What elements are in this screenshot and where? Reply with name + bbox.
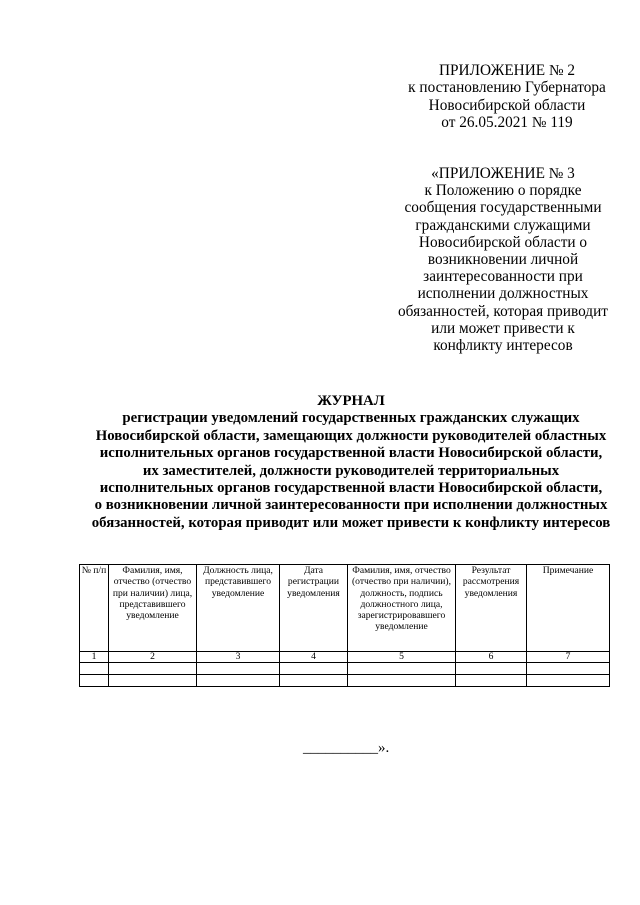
column-number: 5 <box>348 652 456 663</box>
column-header-registration-date: Дата регистрации уведомления <box>280 565 348 652</box>
appendix-line: ПРИЛОЖЕНИЕ № 2 <box>438 62 576 79</box>
title-line: обязанностей, которая приводит или может привести к конфликту интересов <box>91 514 611 531</box>
table-cell <box>280 663 348 675</box>
nested-appendix-header <box>392 165 614 354</box>
table-cell <box>527 663 610 675</box>
title-line: регистрации уведомлений государственных гражданских служащих <box>122 410 580 427</box>
table-cell <box>280 675 348 687</box>
column-number-row <box>80 652 610 663</box>
column-header-position: Должность лица, представившего уведомление <box>197 565 280 652</box>
column-header-registrar: Фамилия, имя, отчество (отчество при наличии), должность, подпись должностного лица, зарегистрировавшего уведомление <box>348 565 456 652</box>
appendix-line: от 26.05.2021 № 119 <box>441 113 573 131</box>
appendix-header <box>400 62 614 131</box>
title-line: Новосибирской области, замещающих должности руководителей областных <box>95 427 607 444</box>
table-cell <box>456 675 527 687</box>
appendix-line: исполнении должностных <box>417 285 589 303</box>
table-cell <box>109 675 197 687</box>
column-header-note: Примечание <box>527 565 610 652</box>
table-row <box>80 663 610 675</box>
appendix-line: заинтересованности при <box>423 268 583 286</box>
column-number: 6 <box>456 652 527 663</box>
table-cell <box>348 663 456 675</box>
table-cell <box>527 675 610 687</box>
table-cell <box>80 675 109 687</box>
appendix-line: к Положению о порядке <box>424 182 582 200</box>
column-number: 2 <box>109 652 197 663</box>
column-number: 3 <box>197 652 280 663</box>
title-line: исполнительных органов государственной власти Новосибирской области, <box>99 480 603 497</box>
appendix-line: «ПРИЛОЖЕНИЕ № 3 <box>431 165 575 182</box>
table-cell <box>197 675 280 687</box>
column-header-full-name: Фамилия, имя, отчество (отчество при наличии) лица, представившего уведомление <box>109 565 197 652</box>
column-number: 7 <box>527 652 610 663</box>
table-cell <box>456 663 527 675</box>
column-header-result: Результат рассмотрения уведомления <box>456 565 527 652</box>
column-number: 1 <box>80 652 109 663</box>
appendix-line: к постановлению Губернатора <box>408 79 606 97</box>
title-line: исполнительных органов государственной власти Новосибирской области, <box>99 445 603 462</box>
appendix-line: Новосибирской области <box>428 96 586 114</box>
table-header-row <box>80 565 610 652</box>
journal-table <box>79 564 610 687</box>
appendix-line: конфликту интересов <box>433 337 573 355</box>
table-cell <box>348 675 456 687</box>
table-cell <box>109 663 197 675</box>
document-title <box>60 393 640 532</box>
appendix-line: Новосибирской области о <box>418 233 588 251</box>
appendix-line: сообщения государственными <box>404 199 602 217</box>
table-cell <box>80 663 109 675</box>
appendix-line: или может привести к <box>431 319 575 337</box>
title-line: о возникновении личной заинтересованности при исполнении должностных <box>94 497 608 514</box>
appendix-line: гражданскими служащими <box>415 216 591 234</box>
closing-line: __________». <box>303 740 390 756</box>
appendix-line: возникновении личной <box>427 251 579 269</box>
column-number: 4 <box>280 652 348 663</box>
title-line: их заместителей, должности руководителей территориальных <box>142 462 560 479</box>
appendix-line: обязанностей, которая приводит <box>398 302 608 320</box>
title-heading: ЖУРНАЛ <box>317 393 385 409</box>
table-cell <box>197 663 280 675</box>
table-row <box>80 675 610 687</box>
column-header-number: № п/п <box>80 565 109 652</box>
